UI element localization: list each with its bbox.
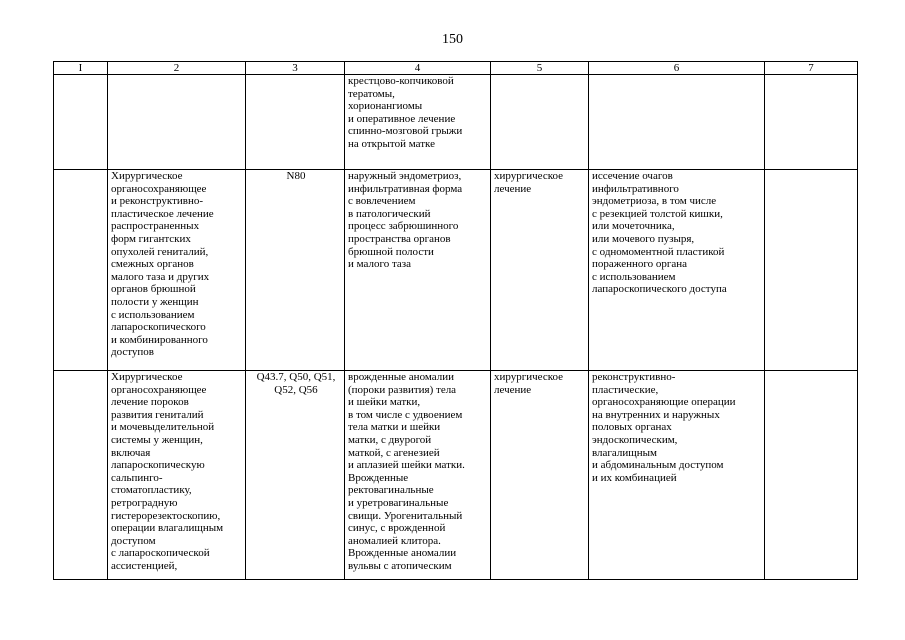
table-cell <box>765 371 858 580</box>
table-cell: N80 <box>246 170 345 371</box>
table-row <box>54 371 858 580</box>
table-cell <box>108 75 246 170</box>
table-cell: врожденные аномалии (пороки развития) тела и шейки матки, в том числе с удвоением тела матки и шейки матки, с двурогой маткой, с агенезией и аплазией шейки матки. Врожденные ректовагинальные и уретровагинальные свищи. Урогенитальный синус, с врожденной аномалией клитора. Врожденные аномалии вульвы с атопическим <box>345 371 491 580</box>
table-cell: хирургическое лечение <box>491 170 589 371</box>
table-cell <box>589 75 765 170</box>
column-header: 4 <box>345 62 491 75</box>
table-cell <box>54 170 108 371</box>
column-header: 7 <box>765 62 858 75</box>
column-header: 5 <box>491 62 589 75</box>
table-cell <box>765 75 858 170</box>
table-cell <box>246 75 345 170</box>
table-cell: Хирургическое органосохраняющее лечение пороков развития гениталий и мочевыделительной системы у женщин, включая лапароскопическую сальпинго- стоматопластику, ретроградную гистерорезектоскопию, операции влагалищным доступом с лапароскопической ассистенцией, <box>108 371 246 580</box>
table-cell: иссечение очагов инфильтративного эндометриоза, в том числе с резекцией толстой кишки, или мочеточника, или мочевого пузыря, с одномоментной пластикой пораженного органа с использованием лапароскопического доступа <box>589 170 765 371</box>
table-cell: хирургическое лечение <box>491 371 589 580</box>
table-header-row <box>54 62 858 75</box>
table-cell: крестцово-копчиковой тератомы, хорионангиомы и оперативное лечение спинно-мозговой грыжи на открытой матке <box>345 75 491 170</box>
column-header: 3 <box>246 62 345 75</box>
services-table <box>53 61 858 580</box>
table-cell <box>765 170 858 371</box>
column-header: 6 <box>589 62 765 75</box>
table-cell: реконструктивно- пластические, органосохраняющие операции на внутренних и наружных половых органах эндоскопическим, влагалищным и абдоминальным доступом и их комбинацией <box>589 371 765 580</box>
table-row <box>54 75 858 170</box>
table-row <box>54 170 858 371</box>
column-header: I <box>54 62 108 75</box>
column-header: 2 <box>108 62 246 75</box>
table-cell <box>54 75 108 170</box>
table-cell: Хирургическое органосохраняющее и реконструктивно- пластическое лечение распространенных форм гигантских опухолей гениталий, смежных органов малого таза и других органов брюшной полости у женщин с использованием лапароскопического и комбинированного доступов <box>108 170 246 371</box>
table-cell <box>491 75 589 170</box>
table-cell: наружный эндометриоз, инфильтративная форма с вовлечением в патологический процесс забрюшинного пространства органов брюшной полости и малого таза <box>345 170 491 371</box>
page-number: 150 <box>442 32 463 47</box>
table-cell: Q43.7, Q50, Q51, Q52, Q56 <box>246 371 345 580</box>
table-cell <box>54 371 108 580</box>
